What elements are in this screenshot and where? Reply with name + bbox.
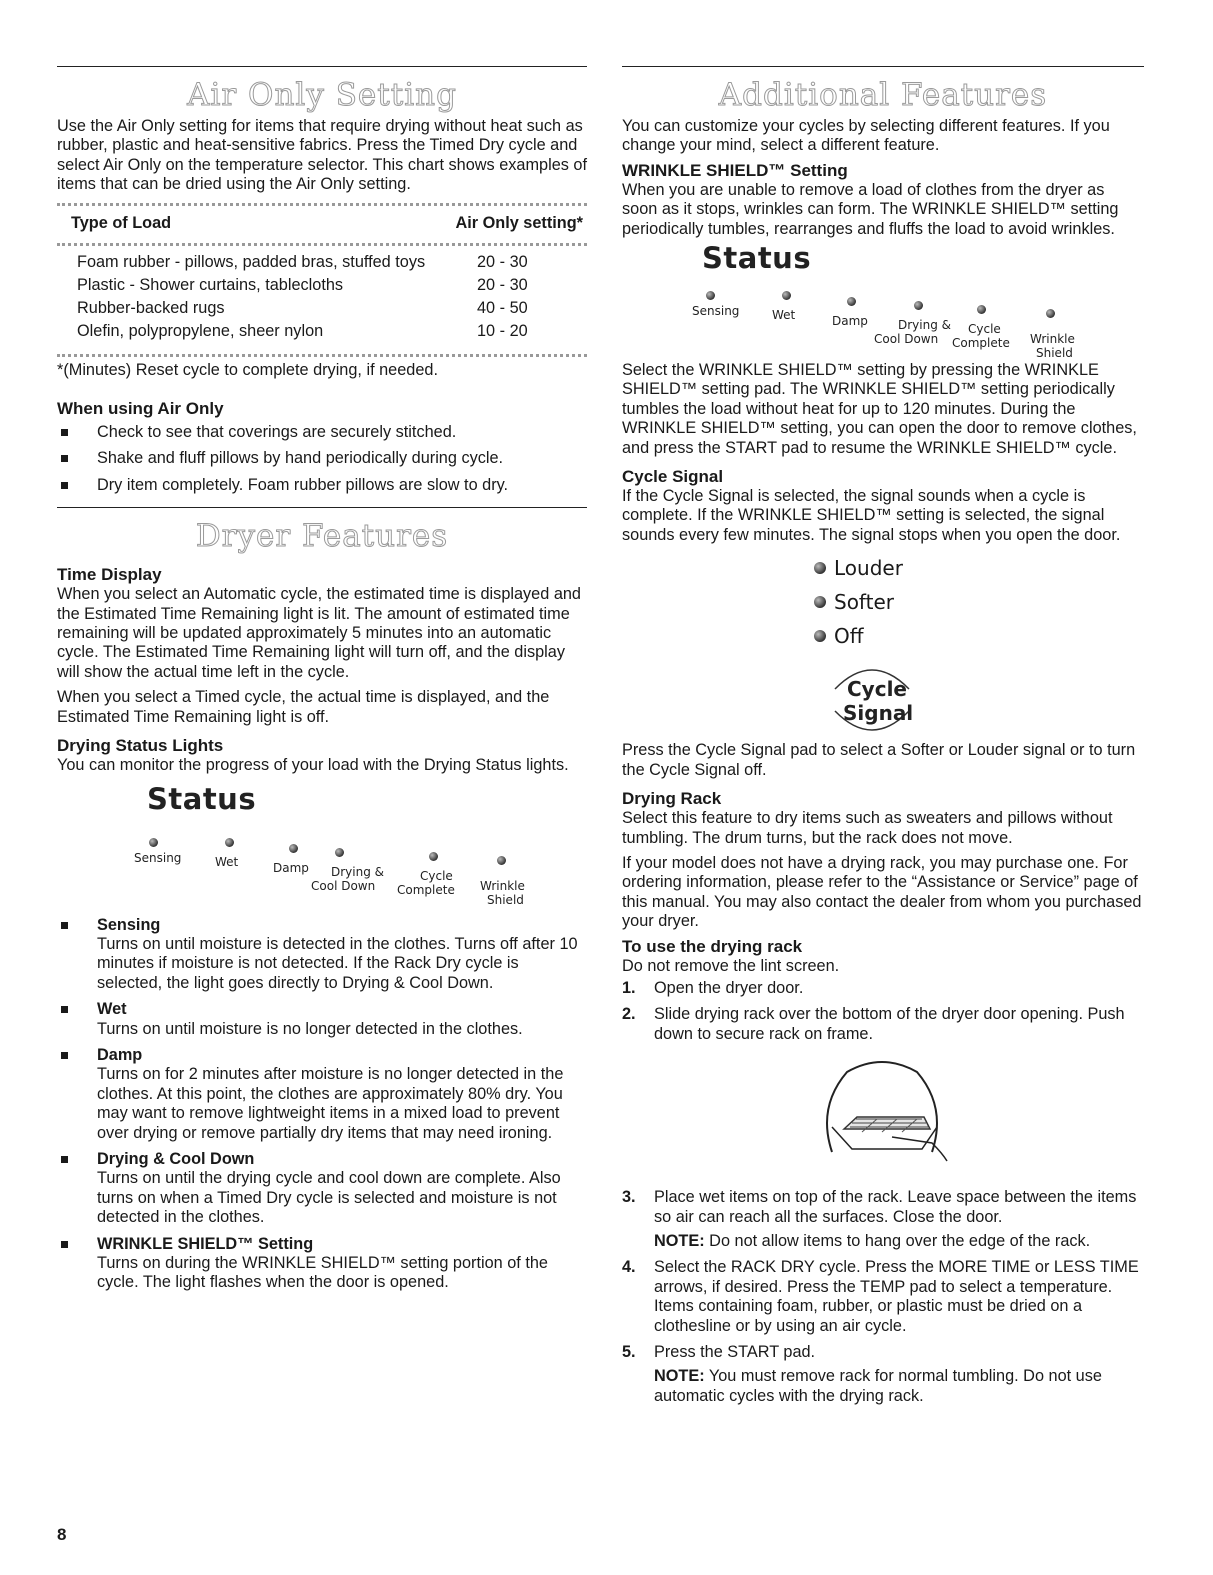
status-light [289,844,298,853]
time-display-heading: Time Display [57,565,162,585]
status-label-drying: Drying & [331,864,385,879]
step-item [622,1343,1144,1406]
status-desc: Turns on until moisture is no longer detected in the clothes. [97,1019,523,1038]
cycle-signal-pad [817,661,927,733]
use-rack-intro: Do not remove the lint screen. [622,956,840,975]
table-divider [57,203,587,206]
signal-light [814,596,826,608]
pad-label-line1: Cycle [847,677,907,702]
step-note [654,1232,1144,1251]
drying-rack-heading: Drying Rack [622,789,722,809]
status-label-complete: Complete [397,882,455,897]
status-light [497,856,506,865]
status-label-wet: Wet [215,854,239,869]
load-type: Plastic - Shower curtains, tablecloths [77,275,344,294]
status-label-shield: Shield [487,892,524,907]
load-type: Foam rubber - pillows, padded bras, stuffed toys [77,252,426,271]
status-label-wrinkle: Wrinkle [1030,332,1075,347]
status-desc: Turns on until moisture is detected in the clothes. Turns off after 10 minutes if moisture is not detected. If the Rack Dry cycle is selected, the light goes directly to Drying & Cool Down. [97,934,578,992]
table-divider [57,354,587,357]
wrinkle-shield-p1: When you are unable to remove a load of clothes from the dryer as soon as it stops, wrinkles can form. The WRINKLE SHIELD™ setting periodically tumbles, rearranges and fluffs the load to avoid wrinkles. [622,180,1119,238]
table-header-type: Type of Load [71,213,172,232]
step-item [622,979,1144,998]
status-label-cycle: Cycle [968,322,1001,337]
cycle-signal-heading: Cycle Signal [622,467,724,487]
status-term: WRINKLE SHIELD™ Setting [97,1234,314,1253]
status-desc: Turns on until the drying cycle and cool down are complete. Also turns on when a Timed Dry cycle is selected and moisture is not detected in the clothes. [97,1169,561,1227]
status-lights-list [57,916,587,1293]
when-using-list [57,423,587,495]
drying-rack-p2: If your model does not have a drying rack, you may purchase one. For ordering information, please refer to the “Assistance or Service” page of this manual. You may also contact the dealer from whom you purchased your dryer. [622,853,1142,931]
note-label: NOTE: [654,1231,705,1250]
load-setting: 10 - 20 [477,321,528,340]
status-label-cycle: Cycle [420,868,453,883]
when-using-heading: When using Air Only [57,399,224,419]
list-item [57,1000,587,1039]
status-label-sensing: Sensing [134,850,182,865]
status-panel [622,239,1144,361]
table-header-row [57,208,587,241]
list-item: Check to see that coverings are securely stitched. [57,423,587,442]
table-row [57,252,587,275]
signal-option-softer [814,585,1144,619]
step-note [654,1367,1144,1406]
right-column [622,66,1144,1413]
status-label-damp: Damp [273,860,309,875]
step-number: 5. [622,1343,636,1361]
status-light [847,297,856,306]
load-setting: 20 - 30 [477,252,528,271]
left-column [57,66,587,1300]
status-light [429,852,438,861]
step-text: Place wet items on top of the rack. Leave space between the items so air can reach all the surfaces. Close the door. [654,1188,1137,1226]
wrinkle-shield-heading: WRINKLE SHIELD™ Setting [622,160,848,180]
signal-option-off [814,619,1144,653]
table-row [57,298,587,321]
list-item [57,1150,587,1228]
status-label-drying: Drying & [898,318,952,333]
table-row [57,275,587,298]
step-item [622,1258,1144,1336]
table-header-setting: Air Only setting* [455,213,583,232]
signal-light [814,562,826,574]
status-light [977,305,986,314]
list-item [57,916,587,994]
status-light [1046,309,1055,318]
status-light [225,838,234,847]
load-type: Rubber-backed rugs [77,298,225,317]
drying-status-heading: Drying Status Lights [57,736,224,756]
rack-steps-continued [622,1188,1144,1406]
drying-rack-p1: Select this feature to dry items such as sweaters and pillows without tumbling. The drum turns, but the rack does not move. [622,809,1113,847]
status-label-complete: Complete [952,336,1010,351]
status-light [914,301,923,310]
status-light [782,291,791,300]
step-number: 1. [622,978,636,997]
use-rack-heading: To use the drying rack [622,936,803,956]
wrinkle-shield-p2: Select the WRINKLE SHIELD™ setting by pressing the WRINKLE SHIELD™ setting pad. The WRINKLE SHIELD™ setting periodically tumbles the load without heat for up to 120 minutes. During the WRINKLE SHIELD™ setting, you can open the door to remove clothes, and press the START pad to resume the WRINKLE SHIELD™ cycle. [622,361,1137,457]
load-type: Olefin, polypropylene, sheer nylon [77,321,324,340]
status-term: Sensing [97,915,161,934]
status-label-damp: Damp [832,314,868,329]
dryer-features-title: Dryer Features [195,518,449,555]
load-setting: 40 - 50 [477,298,528,317]
status-label-cooldown: Cool Down [311,878,376,893]
air-only-table [57,208,587,241]
signal-options [814,551,1144,653]
signal-label: Softer [834,590,894,615]
air-only-table-body [57,252,587,344]
status-term: Wet [97,1000,127,1019]
status-term: Drying & Cool Down [97,1149,255,1168]
note-text: You must remove rack for normal tumbling. Do not use automatic cycles with the drying rack. [654,1367,1102,1405]
status-desc: Turns on for 2 minutes after moisture is no longer detected in the clothes. At this point, the clothes are approximately 80% dry. You may want to remove lightweight items in a mixed load to prevent over drying or remove partially dry items that may need ironing. [97,1065,564,1142]
drying-status-p1: You can monitor the progress of your load with the Drying Status lights. [57,756,569,775]
status-desc: Turns on during the WRINKLE SHIELD™ setting portion of the cycle. The light flashes when the door is opened. [97,1254,548,1292]
status-panel [57,776,587,912]
status-title: Status [147,781,257,816]
section-rule [57,66,587,67]
page-number: 8 [57,1525,67,1544]
status-title: Status [702,241,812,276]
signal-light [814,630,826,642]
list-item [57,1046,587,1143]
step-number: 4. [622,1258,636,1277]
step-number: 3. [622,1188,636,1207]
step-item [622,1188,1144,1251]
drying-rack-illustration [812,1057,952,1167]
signal-label: Louder [834,556,903,581]
air-only-title: Air Only Setting [187,77,457,113]
status-label-cooldown: Cool Down [874,332,939,347]
status-term: Damp [97,1045,143,1064]
status-light [335,848,344,857]
status-light [706,291,715,300]
cycle-signal-p2: Press the Cycle Signal pad to select a Softer or Louder signal or to turn the Cycle Signal off. [622,741,1136,779]
list-item [57,1235,587,1293]
section-rule [622,66,1144,67]
note-text: Do not allow items to hang over the edge of the rack. [704,1231,1091,1250]
signal-label: Off [834,624,864,649]
step-number: 2. [622,1005,636,1024]
status-label-wet: Wet [772,308,796,323]
step-text: Slide drying rack over the bottom of the dryer door opening. Push down to secure rack on frame. [654,1005,1125,1043]
note-label: NOTE: [654,1367,705,1386]
status-label-shield: Shield [1036,346,1073,361]
step-text: Select the RACK DRY cycle. Press the MORE TIME or LESS TIME arrows, if desired. Press the TEMP pad to select a temperature. Items containing foam, rubber, or plastic must be dried on a clothesline or by using an air cycle. [654,1258,1139,1335]
step-text: Press the START pad. [654,1343,816,1361]
load-setting: 20 - 30 [477,275,528,294]
time-display-p1: When you select an Automatic cycle, the estimated time is displayed and the Estimated Time Remaining light is lit. The amount of estimated time remaining will be updated approximately 5 minutes into an automatic cycle. The Estimated Time Remaining light will turn off, and the display will show the actual time left in the cycle. [57,585,581,681]
time-display-p2: When you select a Timed cycle, the actual time is displayed, and the Estimated Time Remaining light is off. [57,688,550,726]
status-light [149,838,158,847]
signal-option-louder [814,551,1144,585]
pad-label-line2: Signal [843,701,914,726]
section-rule [57,507,587,508]
table-divider [57,243,587,246]
list-item: Dry item completely. Foam rubber pillows are slow to dry. [57,476,587,495]
step-item [622,1005,1144,1044]
status-label-sensing: Sensing [692,304,740,319]
additional-features-title: Additional Features [718,77,1048,113]
table-row [57,321,587,344]
additional-intro: You can customize your cycles by selecting different features. If you change your mind, select a different feature. [622,117,1110,155]
list-item: Shake and fluff pillows by hand periodically during cycle. [57,449,587,468]
air-only-intro: Use the Air Only setting for items that require drying without heat such as rubber, plastic and heat-sensitive fabrics. Press the Timed Dry cycle and select Air Only on the temperature selector. This chart shows examples of items that can be dried using the Air Only setting. [57,117,587,194]
table-footnote: *(Minutes) Reset cycle to complete drying, if needed. [57,360,438,379]
status-label-wrinkle: Wrinkle [480,878,525,893]
rack-steps [622,979,1144,1044]
cycle-signal-p1: If the Cycle Signal is selected, the signal sounds when a cycle is complete. If the WRINKLE SHIELD™ setting is selected, the signal sounds every few minutes. The signal stops when you open the door. [622,487,1121,544]
step-text: Open the dryer door. [654,978,804,997]
